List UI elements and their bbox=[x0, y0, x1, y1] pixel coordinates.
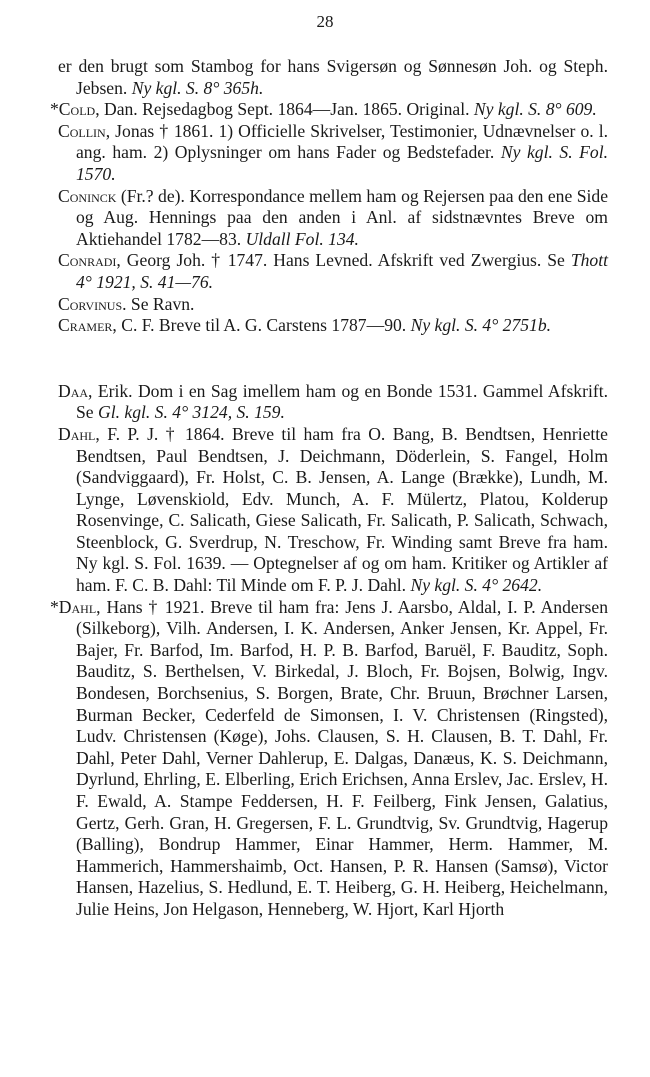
shelfmark: Ny kgl. S. 4° 2751b. bbox=[410, 315, 552, 336]
shelfmark: Ny kgl. S. 8° 365h. bbox=[131, 77, 264, 98]
entry-dahl-hans: *Dahl, Hans † 1921. Breve til ham fra: Jens J. Aarsbo, Aldal, I. P. Andersen (Silkeborg), Vilh. Andersen, I. K. Andersen, Anker Jensen, Kr. Appel, Fr. Bajer, Fr. Barfod, Im. Barfod, H. P. B. Barfod, Baruël, F. Bauditz, Soph. Bauditz, S. Berthelsen, V. Birkedal, J. Bloch, Fr. Bojsen, Bolwig, Ingv. Bondesen, Borchsenius, S. Borgen, Brate, Chr. Bruun, Brøchner Larsen, Burman Becker, Cederfeld de Simonsen, I. V. Christensen (Ringsted), Ludv. Christensen (Køge), Johs. Clausen, S. H. Clausen, B. T. Dahl, Fr. Dahl, Peter Dahl, Verner Dahlerup, E. Dalgas, Danæus, K. S. Deichmann, Dyrlund, Ehrling, E. Elberling, Erich Erichsen, Anna Erslev, Jac. Erslev, H. F. Ewald, A. Stampe Feddersen, H. F. Feilberg, Fink Jensen, Galatius, Gertz, Gerh. Gran, H. Gregersen, F. L. Grundtvig, Sv. Grundtvig, Hagerup (Balling), Bondrup Hammer, Einar Hammer, Herm. Hammer, M. Hammerich, Hammershaimb, Oct. Hansen, P. R. Hansen (Samsø), Victor Hansen, Hazelius, S. Hedlund, E. T. Heiberg, G. H. Heiberg, Heichelmann, Julie Heins, Jon Helgason, Henneberg, W. Hjort, Karl Hjorth bbox=[50, 596, 608, 919]
entry-name: Coninck bbox=[58, 185, 117, 206]
entry-name: Cramer, bbox=[58, 315, 117, 336]
entry-daa: Daa, Erik. Dom i en Sag imellem ham og en Bonde 1531. Gammel Afskrift. Se Gl. kgl. S. 4° 3124, S. 159. bbox=[58, 380, 608, 423]
entry-name: *Cold, bbox=[50, 99, 100, 120]
entry-name: Corvinus. bbox=[58, 293, 127, 314]
shelfmark: Gl. kgl. S. 4° 3124, S. 159. bbox=[98, 402, 285, 423]
entry-cold: *Cold, Dan. Rejsedagbog Sept. 1864—Jan. 1865. Original. Ny kgl. S. 8° 609. bbox=[50, 99, 597, 120]
entry-jebsen-continuation: er den brugt som Stambog for hans Svigersøn og Sønnesøn Joh. og Steph. Jebsen. Ny kgl. S. 8° 365h. bbox=[58, 56, 608, 98]
entry-corvinus: Corvinus. Se Ravn. bbox=[58, 293, 195, 314]
entry-name: Collin, bbox=[58, 120, 111, 141]
entry-list bbox=[50, 56, 608, 921]
letter-section-gap bbox=[58, 337, 608, 381]
shelfmark: Ny kgl. S. 4° 2642. bbox=[410, 575, 543, 596]
entry-dahl-fpj: Dahl, F. P. J. † 1864. Breve til ham fra O. Bang, B. Bendtsen, Henriette Bendtsen, Paul Bendtsen, J. Deichmann, Döderlein, S. Fangel, Holm (Sandviggaard), Fr. Holst, C. B. Jensen, A. Lange (Brække), Lundh, M. Lynge, Løvenskiold, Edv. Munch, A. F. Mülertz, Platou, Kolderup Rosenvinge, C. Salicath, Giese Salicath, Fr. Salicath, P. Salicath, Schwach, Steenblock, G. Sverdrup, N. Treschow, Fr. Winding samt Breve fra ham. Ny kgl. S. Fol. 1639. — Optegnelser af og om ham. Kritiker og Artikler af ham. F. C. B. Dahl: Til Minde om F. P. J. Dahl. Ny kgl. S. 4° 2642. bbox=[58, 423, 608, 596]
shelfmark: Uldall Fol. 134. bbox=[245, 228, 359, 249]
shelfmark: Ny kgl. S. 8° 609. bbox=[473, 99, 597, 120]
entry-name: Dahl, bbox=[58, 423, 100, 444]
shelfmark: Thott 4° 1921, S. 41—76. bbox=[76, 250, 608, 292]
entry-name: Conradi, bbox=[58, 250, 121, 271]
page-number: 28 bbox=[316, 12, 334, 31]
entry-collin: Collin, Jonas † 1861. 1) Officielle Skrivelser, Testimonier, Udnævnelser o. l. ang. ham. 2) Oplysninger om hans Fader og Bedstefader. Ny kgl. S. Fol. 1570. bbox=[58, 120, 608, 184]
entry-name: Daa, bbox=[58, 380, 93, 401]
shelfmark: Ny kgl. S. Fol. 1570. bbox=[76, 142, 608, 184]
entry-conradi: Conradi, Georg Joh. † 1747. Hans Levned. Afskrift ved Zwergius. Se Thott 4° 1921, S. 41—76. bbox=[58, 250, 608, 292]
entry-cramer: Cramer, C. F. Breve til A. G. Carstens 1787—90. Ny kgl. S. 4° 2751b. bbox=[58, 315, 552, 336]
entry-name: *Dahl, bbox=[50, 596, 101, 617]
entry-coninck: Coninck (Fr.? de). Korrespondance mellem ham og Rejersen paa den ene Side og Aug. Hennings paa den anden i Anl. af sidstnævntes Breve om Aktiehandel 1782—83. Uldall Fol. 134. bbox=[58, 185, 608, 249]
